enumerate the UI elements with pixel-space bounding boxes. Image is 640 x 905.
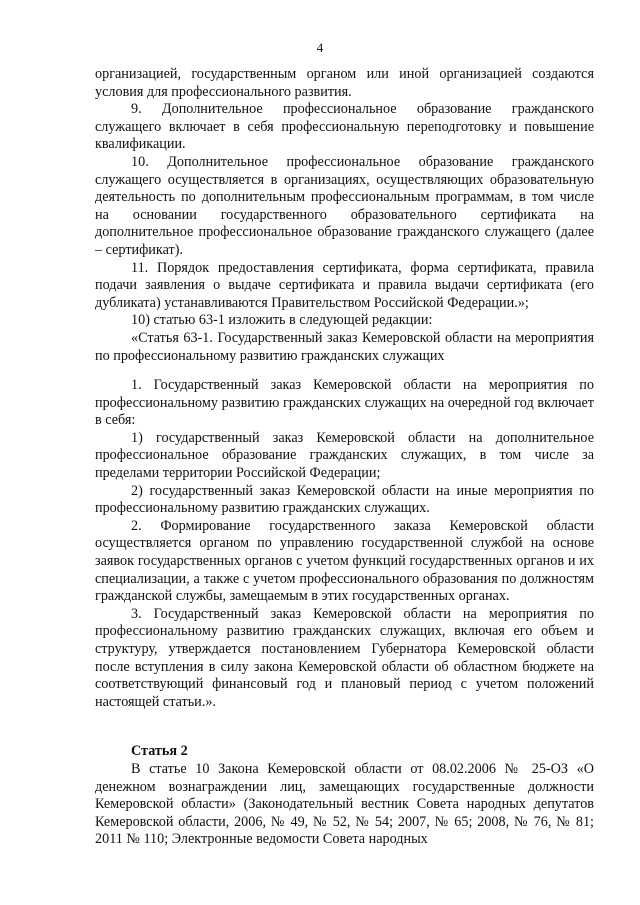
text-block-3 — [95, 761, 594, 849]
paragraph: 1. Государственный заказ Кемеровской области на мероприятия по профессиональному развитию гражданских служащих на очередной год включает в себя: — [95, 377, 594, 429]
paragraph: 11. Порядок предоставления сертификата, форма сертификата, правила подачи заявления о выдаче сертификата и правила выдачи сертификата (его дубликата) устанавливаются Правительством Российской Федерации.»; — [95, 259, 594, 311]
paragraph: 9. Дополнительное профессиональное образование гражданского служащего включает в себя профессиональную переподготовку и повышение квалификации. — [95, 101, 594, 153]
text-block-2 — [95, 377, 594, 711]
paragraph: 2. Формирование государственного заказа Кемеровской области осуществляется органом по управлению государственной службой на основе заявок государственных органов с учетом функций государственных органов и их специализации, а также с учетом профессионального образования по должностям гражданской службы, замещаемым в этих государственных органах. — [95, 517, 594, 605]
page-number: 4 — [316, 40, 324, 55]
paragraph: 3. Государственный заказ Кемеровской области на мероприятия по профессиональному развитию гражданских служащих, включая его объем и структуру, утверждается постановлением Губернатора Кемеровской области после вступления в силу закона Кемеровской области об областном бюджете на соответствующий финансовый год и плановый период с учетом положений настоящей статьи.». — [95, 605, 594, 710]
text-block-1 — [95, 66, 594, 365]
paragraph: В статье 10 Закона Кемеровской области от 08.02.2006 № 25-ОЗ «О денежном вознаграждении лиц, замещающих государственные должности Кемеровской области» (Законодательный вестник Совета народных депутатов Кемеровской области, 2006, № 49, № 52, № 54; 2007, № 65; 2008, № 76, № 81; 2011 № 110; Электронные ведомости Совета народных — [95, 761, 594, 848]
paragraph: 10. Дополнительное профессиональное образование гражданского служащего осуществляется в организациях, осуществляющих образовательную деятельность по дополнительным профессиональным программам, в том числе на основании государственного образовательного сертификата на дополнительное профессиональное образование гражданского служащего (далее – сертификат). — [95, 153, 594, 258]
paragraph: 2) государственный заказ Кемеровской области на иные мероприятия по профессиональному развитию гражданских служащих. — [95, 482, 594, 517]
article-2-heading: Статья 2 — [131, 743, 188, 759]
paragraph: 10) статью 63-1 изложить в следующей редакции: — [131, 312, 433, 329]
paragraph: 1) государственный заказ Кемеровской области на дополнительное профессиональное образование гражданских служащих, в том числе за пределами территории Российской Федерации; — [95, 429, 594, 481]
paragraph: организацией, государственным органом или иной организацией создаются условия для профессионального развития. — [95, 66, 594, 100]
article-63-1-title: «Статья 63-1. Государственный заказ Кемеровской области на мероприятия по профессиональному развитию гражданских служащих — [95, 329, 594, 364]
